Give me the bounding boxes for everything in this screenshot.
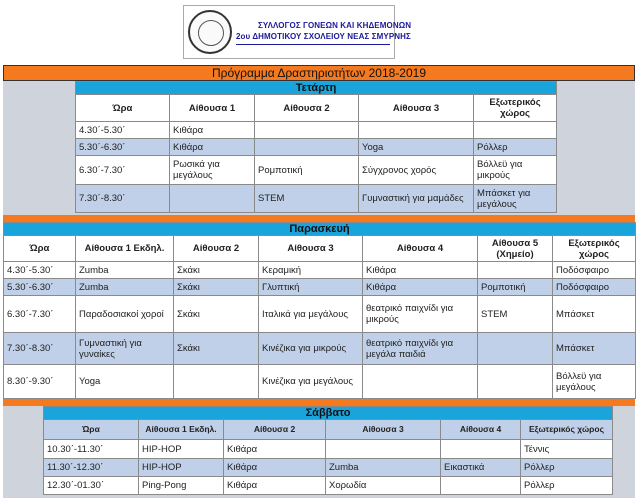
page-title: Πρόγραμμα Δραστηριοτήτων 2018-2019	[3, 65, 635, 81]
col-header: Εξωτερικός χώρος	[553, 236, 636, 262]
cell	[478, 365, 553, 399]
col-header: Ώρα	[44, 420, 139, 440]
table-row	[4, 279, 636, 296]
separator	[3, 399, 635, 406]
table-row	[44, 440, 613, 459]
cell: Ρωσικά για μεγάλους	[170, 156, 255, 185]
cell	[474, 122, 557, 139]
table-row	[76, 156, 557, 185]
cell	[478, 333, 553, 365]
cell: Σκάκι	[174, 279, 259, 296]
cell: Μπάσκετ	[553, 296, 636, 333]
col-header: Εξωτερικός χώρος	[521, 420, 613, 440]
cell: Ρόλλερ	[474, 139, 557, 156]
col-header: Εξωτερικός χώρος	[474, 95, 557, 122]
cell: Βόλλεϋ για μικρούς	[474, 156, 557, 185]
cell: 5.30΄-6.30΄	[76, 139, 170, 156]
cell: Yoga	[359, 139, 474, 156]
col-header: Αίθουσα 3	[359, 95, 474, 122]
cell: 10.30΄-11.30΄	[44, 440, 139, 459]
cell: Κιθάρα	[224, 459, 326, 477]
table-row	[4, 262, 636, 279]
cell: θεατρικό παιχνίδι για μικρούς	[363, 296, 478, 333]
cell: 6.30΄-7.30΄	[4, 296, 76, 333]
cell: HIP-HOP	[139, 459, 224, 477]
logo-line-2: 2ου ΔΗΜΟΤΙΚΟΥ ΣΧΟΛΕΙΟΥ ΝΕΑΣ ΣΜΥΡΝΗΣ	[236, 32, 411, 41]
cell: Τέννις	[521, 440, 613, 459]
cell: Ποδόσφαιρο	[553, 279, 636, 296]
col-header: Αίθουσα 2	[224, 420, 326, 440]
cell	[478, 262, 553, 279]
cell: Εικαστικά	[441, 459, 521, 477]
col-header: Αίθουσα 2	[174, 236, 259, 262]
cell	[441, 440, 521, 459]
cell: Βόλλεϋ για μεγάλους	[553, 365, 636, 399]
cell: Κιθάρα	[363, 279, 478, 296]
logo	[183, 5, 412, 59]
cell: Zumba	[76, 279, 174, 296]
cell: Σκάκι	[174, 296, 259, 333]
cell: STEM	[255, 185, 359, 213]
cell: Σκάκι	[174, 262, 259, 279]
col-header: Αίθουσα 3	[259, 236, 363, 262]
cell: Κινέζικα για μικρούς	[259, 333, 363, 365]
day-header-wednesday: Τετάρτη	[76, 82, 557, 95]
cell: Κιθάρα	[170, 122, 255, 139]
col-header: Αίθουσα 4	[363, 236, 478, 262]
cell: Ιταλικά για μεγάλους	[259, 296, 363, 333]
day-header-saturday: Σάββατο	[44, 407, 613, 420]
cell: Κεραμική	[259, 262, 363, 279]
day-header-friday: Παρασκευή	[4, 223, 636, 236]
col-header: Ώρα	[4, 236, 76, 262]
cell: Παραδοσιακοί χοροί	[76, 296, 174, 333]
cell: 5.30΄-6.30΄	[4, 279, 76, 296]
friday-table	[3, 222, 636, 399]
cell: Γλυπτική	[259, 279, 363, 296]
cell	[326, 440, 441, 459]
cell	[359, 122, 474, 139]
wednesday-table	[75, 81, 557, 213]
seal-icon	[188, 10, 232, 54]
table-row	[44, 477, 613, 495]
cell: Κινέζικα για μεγάλους	[259, 365, 363, 399]
cell: HIP-HOP	[139, 440, 224, 459]
col-header: Αίθουσα 5 (Χημείο)	[478, 236, 553, 262]
cell	[174, 365, 259, 399]
cell: Γυμναστική για γυναίκες	[76, 333, 174, 365]
cell: Κιθάρα	[363, 262, 478, 279]
logo-divider	[236, 44, 390, 45]
col-header: Αίθουσα 2	[255, 95, 359, 122]
table-row	[4, 296, 636, 333]
cell: Zumba	[76, 262, 174, 279]
col-header: Αίθουσα 1 Εκδηλ.	[139, 420, 224, 440]
cell	[441, 477, 521, 495]
cell: 7.30΄-8.30΄	[4, 333, 76, 365]
cell: Κιθάρα	[224, 477, 326, 495]
table-row	[76, 185, 557, 213]
cell: 6.30΄-7.30΄	[76, 156, 170, 185]
cell: 7.30΄-8.30΄	[76, 185, 170, 213]
table-row	[4, 333, 636, 365]
cell: 8.30΄-9.30΄	[4, 365, 76, 399]
cell: Μπάσκετ	[553, 333, 636, 365]
cell: 12.30΄-01.30΄	[44, 477, 139, 495]
logo-line-1: ΣΥΛΛΟΓΟΣ ΓΟΝΕΩΝ ΚΑΙ ΚΗΔΕΜΟΝΩΝ	[258, 21, 412, 30]
col-header: Αίθουσα 4	[441, 420, 521, 440]
saturday-table	[43, 406, 613, 495]
table-row	[76, 122, 557, 139]
cell: Ping-Pong	[139, 477, 224, 495]
cell: Yoga	[76, 365, 174, 399]
cell: Ρομποτική	[255, 156, 359, 185]
cell: Σύγχρονος χορός	[359, 156, 474, 185]
cell: Ρόλλερ	[521, 477, 613, 495]
col-header: Αίθουσα 1 Εκδηλ.	[76, 236, 174, 262]
cell	[255, 122, 359, 139]
separator	[3, 215, 635, 222]
cell: 4.30΄-5.30΄	[76, 122, 170, 139]
cell: Ρόλλερ	[521, 459, 613, 477]
cell: Μπάσκετ για μεγάλους	[474, 185, 557, 213]
cell: Zumba	[326, 459, 441, 477]
cell: STEM	[478, 296, 553, 333]
col-header: Ώρα	[76, 95, 170, 122]
cell	[170, 185, 255, 213]
table-row	[44, 459, 613, 477]
col-header: Αίθουσα 1	[170, 95, 255, 122]
cell: Ποδόσφαιρο	[553, 262, 636, 279]
cell: 4.30΄-5.30΄	[4, 262, 76, 279]
table-row	[76, 139, 557, 156]
cell: Ρομποτική	[478, 279, 553, 296]
cell	[363, 365, 478, 399]
cell: Σκάκι	[174, 333, 259, 365]
cell: Χορωδία	[326, 477, 441, 495]
cell: 11.30΄-12.30΄	[44, 459, 139, 477]
table-row	[4, 365, 636, 399]
cell: Γυμναστική για μαμάδες	[359, 185, 474, 213]
cell: θεατρικό παιχνίδι για μεγάλα παιδιά	[363, 333, 478, 365]
col-header: Αίθουσα 3	[326, 420, 441, 440]
cell: Κιθάρα	[170, 139, 255, 156]
cell	[255, 139, 359, 156]
cell: Κιθάρα	[224, 440, 326, 459]
